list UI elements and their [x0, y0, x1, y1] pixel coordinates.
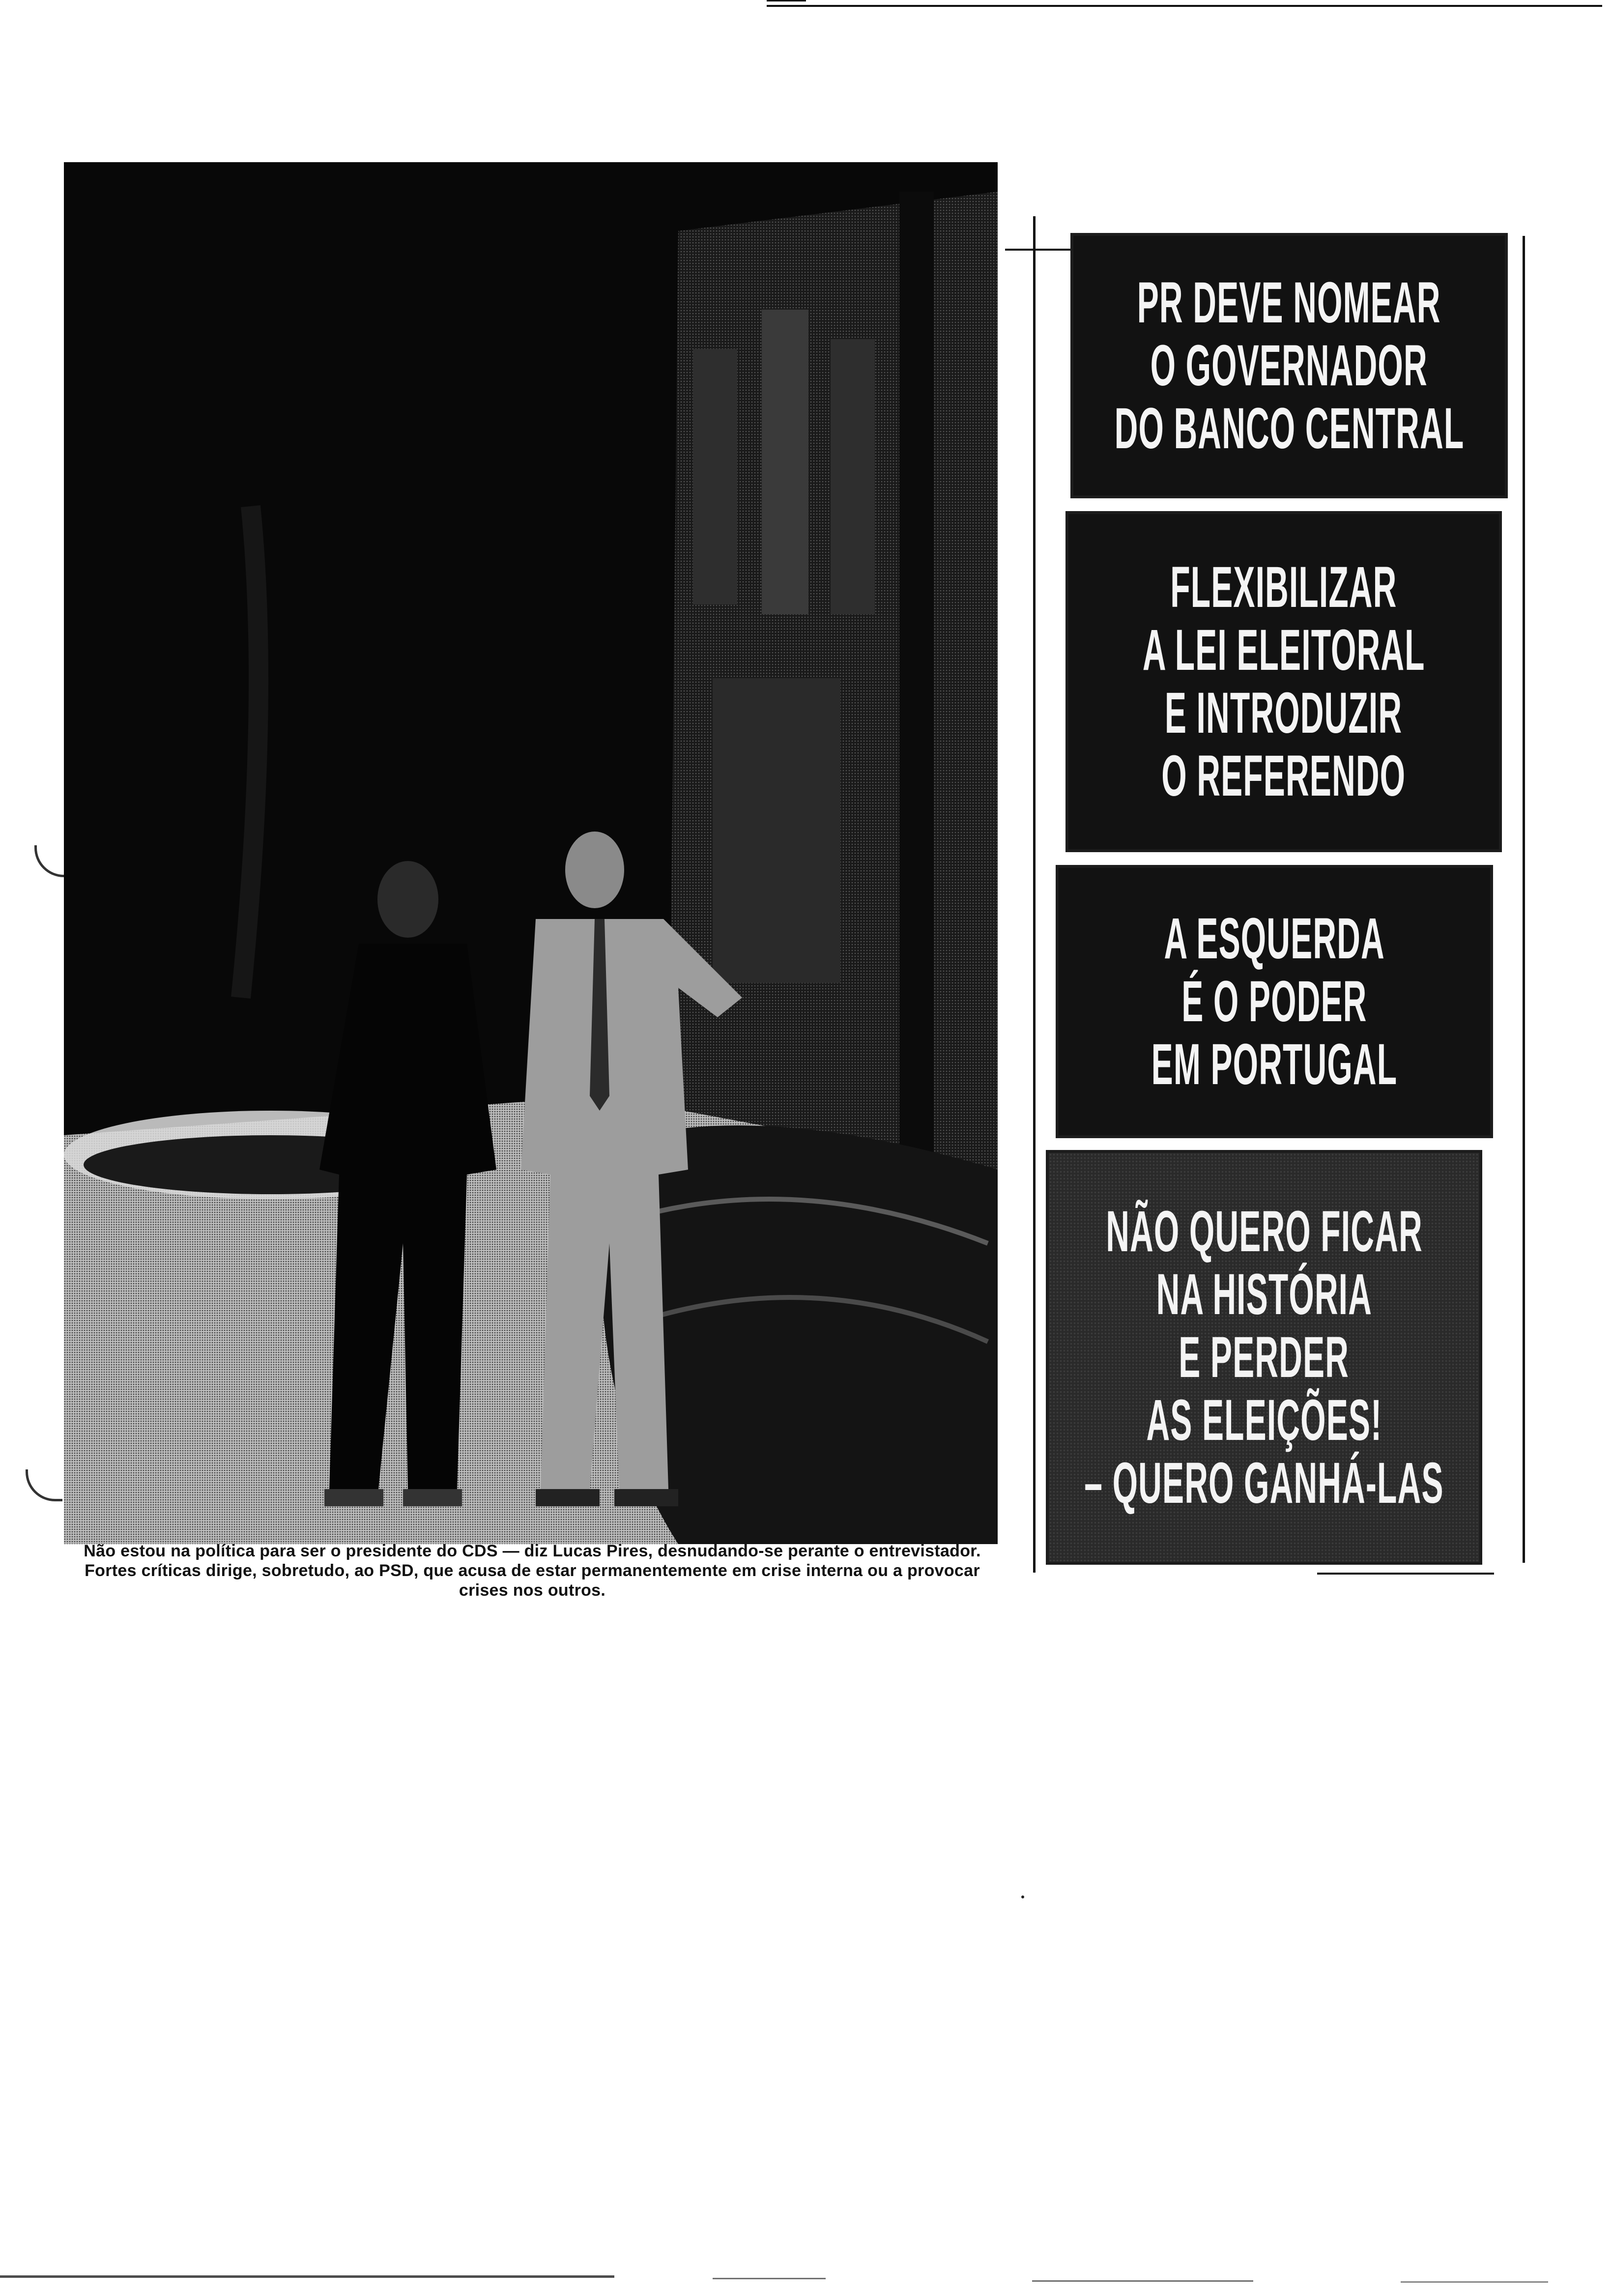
column-rule-right: [1523, 236, 1525, 1563]
headline-box-1: [1070, 233, 1508, 498]
headline-line: A ESQUERDA: [1164, 906, 1385, 971]
punch-hole-mark: [26, 1469, 62, 1501]
scan-edge-bottom-4: [1401, 2281, 1548, 2283]
headline-line: FLEXIBILIZAR: [1170, 555, 1397, 620]
headline-line: E INTRODUZIR: [1165, 681, 1403, 746]
scan-edge-bottom-3: [1032, 2280, 1253, 2282]
scan-edge-top: [767, 5, 1602, 7]
photo-illustration: [64, 162, 998, 1544]
headline-line: EM PORTUGAL: [1151, 1032, 1398, 1097]
column-rule-left: [1033, 216, 1036, 1573]
headline-line: AS ELEIÇÕES!: [1146, 1388, 1382, 1453]
speck: [1021, 1895, 1024, 1898]
headline-box-4: [1046, 1150, 1482, 1565]
photo-caption: Não estou na política para ser o presidente do CDS — diz Lucas Pires, desnudando-se perante o entrevistador. Fortes críticas dirige, sobretudo, ao PSD, que acusa de estar permanentemente em crise interna ou a provocar crises nos outros.: [84, 1542, 981, 1600]
headline-line: – QUERO GANHÁ-LAS: [1084, 1451, 1444, 1516]
scan-edge-bottom: [0, 2275, 614, 2278]
headline-line: E PERDER: [1179, 1325, 1350, 1390]
column-rule-top: [1005, 249, 1079, 251]
headline-line: O REFERENDO: [1161, 744, 1406, 808]
news-photo: [64, 162, 998, 1544]
headline-line: A LEI ELEITORAL: [1142, 618, 1425, 683]
scan-edge-bottom-2: [713, 2278, 826, 2279]
headline-line: É O PODER: [1181, 969, 1367, 1034]
headline-line: PR DEVE NOMEAR: [1137, 270, 1441, 335]
headline-line: NA HISTÓRIA: [1156, 1262, 1372, 1327]
scan-edge-top-short: [767, 0, 806, 1]
headline-box-3: [1056, 865, 1493, 1138]
headline-line: O GOVERNADOR: [1150, 333, 1428, 398]
headline-line: NÃO QUERO FICAR: [1105, 1199, 1423, 1264]
column-rule-bottom: [1317, 1573, 1494, 1575]
headline-line: DO BANCO CENTRAL: [1114, 396, 1464, 461]
headline-box-2: [1065, 511, 1502, 852]
